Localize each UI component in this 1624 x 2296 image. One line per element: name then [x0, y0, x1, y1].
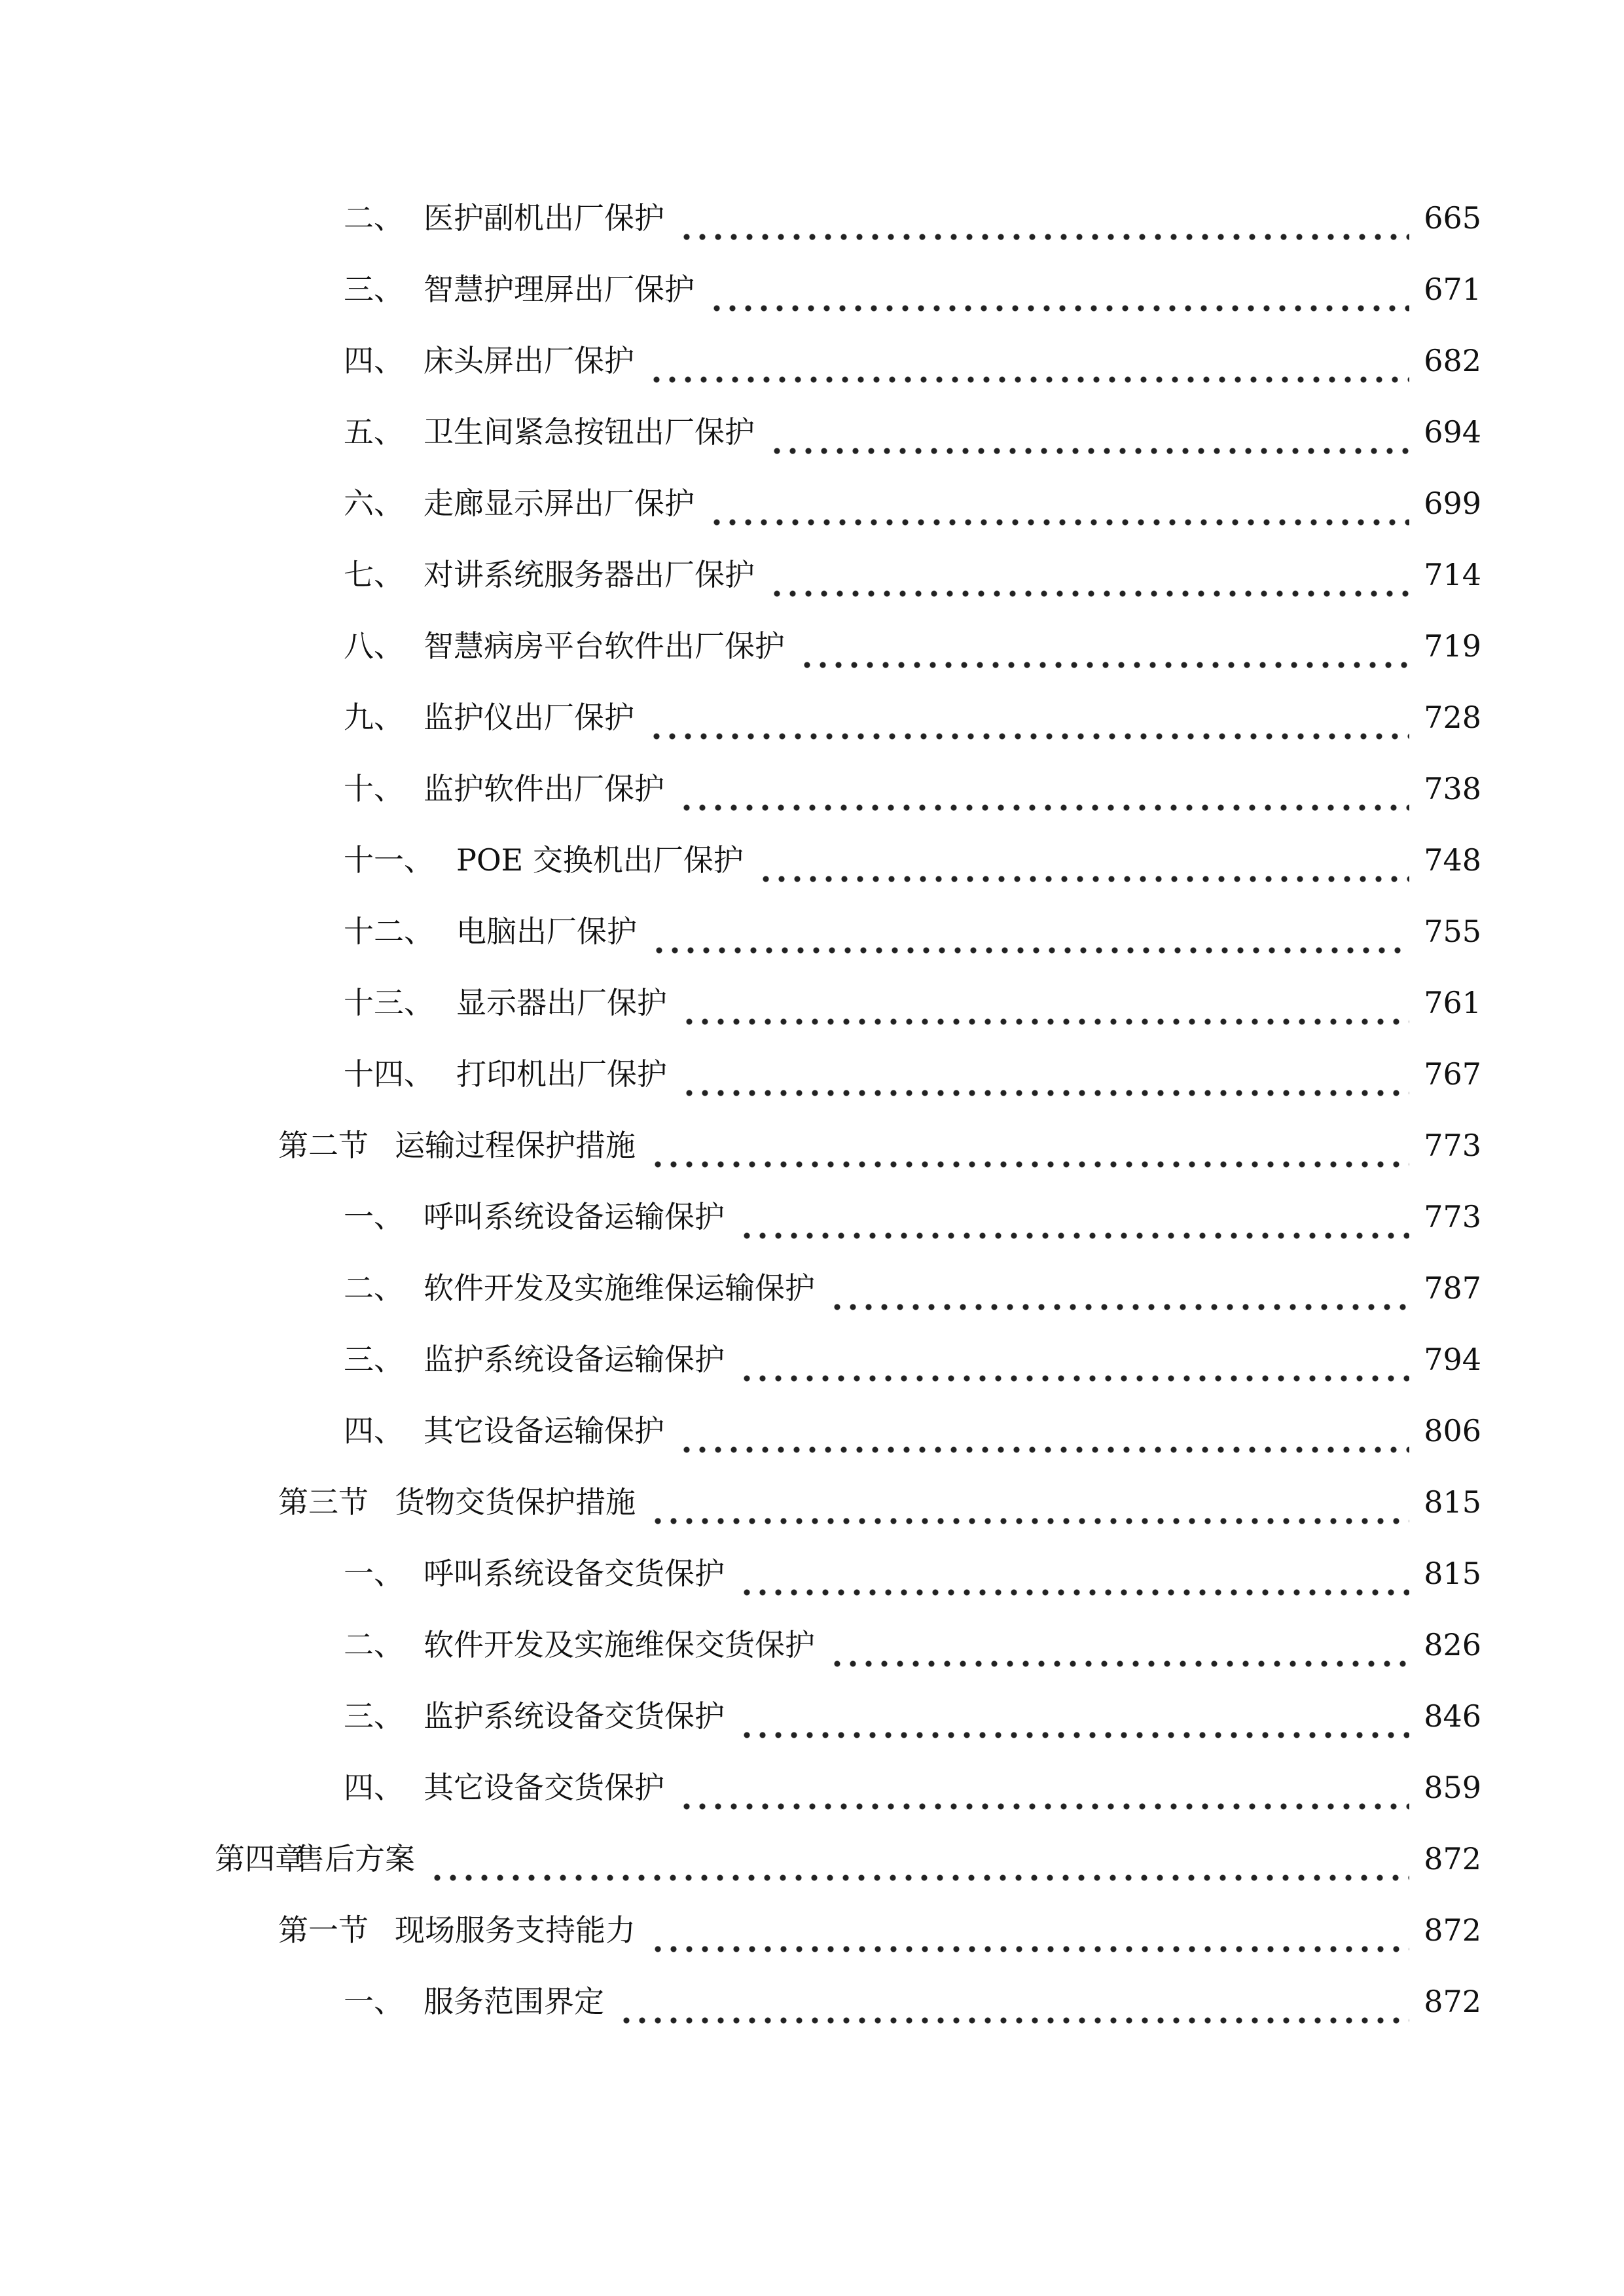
toc-entry-page: 671: [1424, 272, 1481, 307]
toc-entry-number: 四、: [344, 343, 404, 378]
toc-entry-title: 打印机出厂保护: [456, 1056, 667, 1092]
toc-entry-number: 第一节: [278, 1912, 369, 1948]
toc-entry[interactable]: [344, 766, 1481, 812]
toc-entry-page: 694: [1424, 414, 1481, 450]
toc-entry-number: 三、: [344, 272, 404, 307]
toc-entry-page: 761: [1424, 985, 1481, 1020]
toc-entry[interactable]: [344, 1622, 1481, 1668]
toc-entry-number: 九、: [344, 700, 404, 735]
toc-entry-page: 787: [1424, 1270, 1481, 1306]
dot-leader: [429, 1848, 1409, 1882]
toc-entry-title: 智慧病房平台软件出厂保护: [424, 628, 785, 664]
toc-entry-page: 872: [1424, 1841, 1481, 1876]
toc-entry-title: 货物交货保护措施: [395, 1484, 636, 1520]
toc-entry-page: 815: [1424, 1556, 1481, 1591]
toc-entry-title: 电脑出厂保护: [456, 914, 637, 949]
toc-section-entry[interactable]: [278, 1122, 1481, 1168]
toc-entry-number: 七、: [344, 557, 404, 592]
toc-entry-page: 872: [1424, 1984, 1481, 2019]
toc-entry-number: 第二节: [278, 1128, 369, 1163]
dot-leader: [649, 350, 1409, 384]
toc-entry-title: 其它设备运输保护: [424, 1413, 664, 1448]
toc-entry-number: 第四章: [215, 1841, 305, 1876]
toc-entry-number: 十二、: [344, 914, 434, 949]
toc-entry-page: 815: [1424, 1484, 1481, 1520]
toc-entry[interactable]: [344, 1051, 1481, 1097]
toc-entry-title: 卫生间紧急按钮出厂保护: [424, 414, 755, 450]
dot-leader: [679, 1776, 1409, 1810]
dot-leader: [739, 1206, 1409, 1240]
toc-entry-title: 软件开发及实施维保交货保护: [424, 1627, 815, 1662]
dot-leader: [769, 421, 1409, 455]
toc-entry[interactable]: [344, 1408, 1481, 1454]
dot-leader: [679, 1420, 1409, 1454]
toc-entry[interactable]: [344, 1336, 1481, 1382]
toc-entry-page: 665: [1424, 200, 1481, 236]
toc-entry-number: 二、: [344, 1627, 404, 1662]
dot-leader: [651, 920, 1409, 954]
toc-entry-title: 监护软件出厂保护: [424, 771, 664, 806]
toc-entry[interactable]: [344, 195, 1481, 241]
dot-leader: [649, 706, 1409, 740]
dot-leader: [679, 778, 1409, 812]
toc-entry-title: 现场服务支持能力: [395, 1912, 636, 1948]
toc-entry-title: 呼叫系统设备运输保护: [424, 1199, 725, 1234]
dot-leader: [739, 1348, 1409, 1382]
toc-entry-number: 第三节: [278, 1484, 369, 1520]
toc-entry[interactable]: [344, 1194, 1481, 1240]
toc-entry[interactable]: [344, 552, 1481, 598]
toc-entry-title: POE 交换机出厂保护: [456, 842, 744, 878]
dot-leader: [758, 849, 1409, 883]
toc-entry-page: 699: [1424, 486, 1481, 521]
toc-entry-number: 十四、: [344, 1056, 434, 1092]
toc-entry[interactable]: [344, 908, 1481, 954]
toc-entry-title: 显示器出厂保护: [456, 985, 667, 1020]
dot-leader: [681, 1063, 1409, 1097]
toc-entry-page: 846: [1424, 1698, 1481, 1734]
toc-entry-page: 872: [1424, 1912, 1481, 1948]
toc-entry-page: 682: [1424, 343, 1481, 378]
dot-leader: [709, 278, 1409, 312]
dot-leader: [650, 1919, 1409, 1953]
toc-entry[interactable]: [344, 623, 1481, 669]
toc-entry[interactable]: [344, 837, 1481, 883]
toc-entry-number: 五、: [344, 414, 404, 450]
toc-section-entry[interactable]: [278, 1479, 1481, 1525]
dot-leader: [679, 207, 1409, 241]
toc-entry[interactable]: [344, 694, 1481, 740]
toc-entry-number: 十、: [344, 771, 404, 806]
toc-entry-page: 767: [1424, 1056, 1481, 1092]
toc-entry-title: 服务范围界定: [424, 1984, 604, 2019]
toc-entry-title: 运输过程保护措施: [395, 1128, 636, 1163]
toc-entry-title: 呼叫系统设备交货保护: [424, 1556, 725, 1591]
toc-entry[interactable]: [344, 1979, 1481, 2024]
toc-entry-page: 773: [1424, 1128, 1481, 1163]
toc-entry-page: 794: [1424, 1342, 1481, 1377]
toc-entry-number: 八、: [344, 628, 404, 664]
toc-entry-page: 773: [1424, 1199, 1481, 1234]
toc-entry[interactable]: [344, 1765, 1481, 1810]
toc-entry-number: 二、: [344, 200, 404, 236]
toc-entry-page: 714: [1424, 557, 1481, 592]
toc-chapter-entry[interactable]: [215, 1836, 1481, 1882]
toc-entry-title: 对讲系统服务器出厂保护: [424, 557, 755, 592]
toc-entry-number: 四、: [344, 1413, 404, 1448]
toc-entry[interactable]: [344, 1265, 1481, 1311]
dot-leader: [799, 635, 1409, 669]
toc-entry-page: 806: [1424, 1413, 1481, 1448]
toc-entry-number: 六、: [344, 486, 404, 521]
toc-entry-number: 四、: [344, 1770, 404, 1805]
toc-entry[interactable]: [344, 338, 1481, 384]
dot-leader: [650, 1134, 1409, 1168]
toc-entry-page: 738: [1424, 771, 1481, 806]
toc-entry[interactable]: [344, 980, 1481, 1026]
toc-entry-page: 719: [1424, 628, 1481, 664]
toc-entry-number: 十三、: [344, 985, 434, 1020]
toc-entry-title: 售后方案: [295, 1841, 415, 1876]
toc-entry[interactable]: [344, 1693, 1481, 1739]
toc-entry-number: 一、: [344, 1556, 404, 1591]
dot-leader: [829, 1634, 1409, 1668]
toc-entry-number: 三、: [344, 1698, 404, 1734]
toc-entry-title: 监护系统设备运输保护: [424, 1342, 725, 1377]
toc-entry-page: 826: [1424, 1627, 1481, 1662]
toc-entry-title: 医护副机出厂保护: [424, 200, 664, 236]
dot-leader: [769, 564, 1409, 598]
toc-entry-page: 859: [1424, 1770, 1481, 1805]
toc-entry-title: 床头屏出厂保护: [424, 343, 634, 378]
dot-leader: [829, 1277, 1409, 1311]
toc-entry-page: 728: [1424, 700, 1481, 735]
dot-leader: [681, 992, 1409, 1026]
dot-leader: [650, 1491, 1409, 1525]
toc-entry-title: 走廊显示屏出厂保护: [424, 486, 695, 521]
toc-section-entry[interactable]: [278, 1907, 1481, 1953]
dot-leader: [739, 1705, 1409, 1739]
toc-entry-number: 三、: [344, 1342, 404, 1377]
toc-entry-title: 软件开发及实施维保运输保护: [424, 1270, 815, 1306]
dot-leader: [619, 1990, 1409, 2024]
toc-entry-number: 二、: [344, 1270, 404, 1306]
dot-leader: [709, 492, 1409, 526]
toc-entry[interactable]: [344, 1551, 1481, 1596]
toc-entry[interactable]: [344, 409, 1481, 455]
toc-entry-page: 755: [1424, 914, 1481, 949]
toc-entry-number: 一、: [344, 1199, 404, 1234]
toc-entry[interactable]: [344, 480, 1481, 526]
dot-leader: [739, 1562, 1409, 1596]
toc-entry-number: 十一、: [344, 842, 434, 878]
toc-entry[interactable]: [344, 266, 1481, 312]
toc-entry-number: 一、: [344, 1984, 404, 2019]
toc-entry-page: 748: [1424, 842, 1481, 878]
toc-entry-title: 智慧护理屏出厂保护: [424, 272, 695, 307]
toc-entry-title: 其它设备交货保护: [424, 1770, 664, 1805]
toc-entry-title: 监护系统设备交货保护: [424, 1698, 725, 1734]
toc-entry-title: 监护仪出厂保护: [424, 700, 634, 735]
